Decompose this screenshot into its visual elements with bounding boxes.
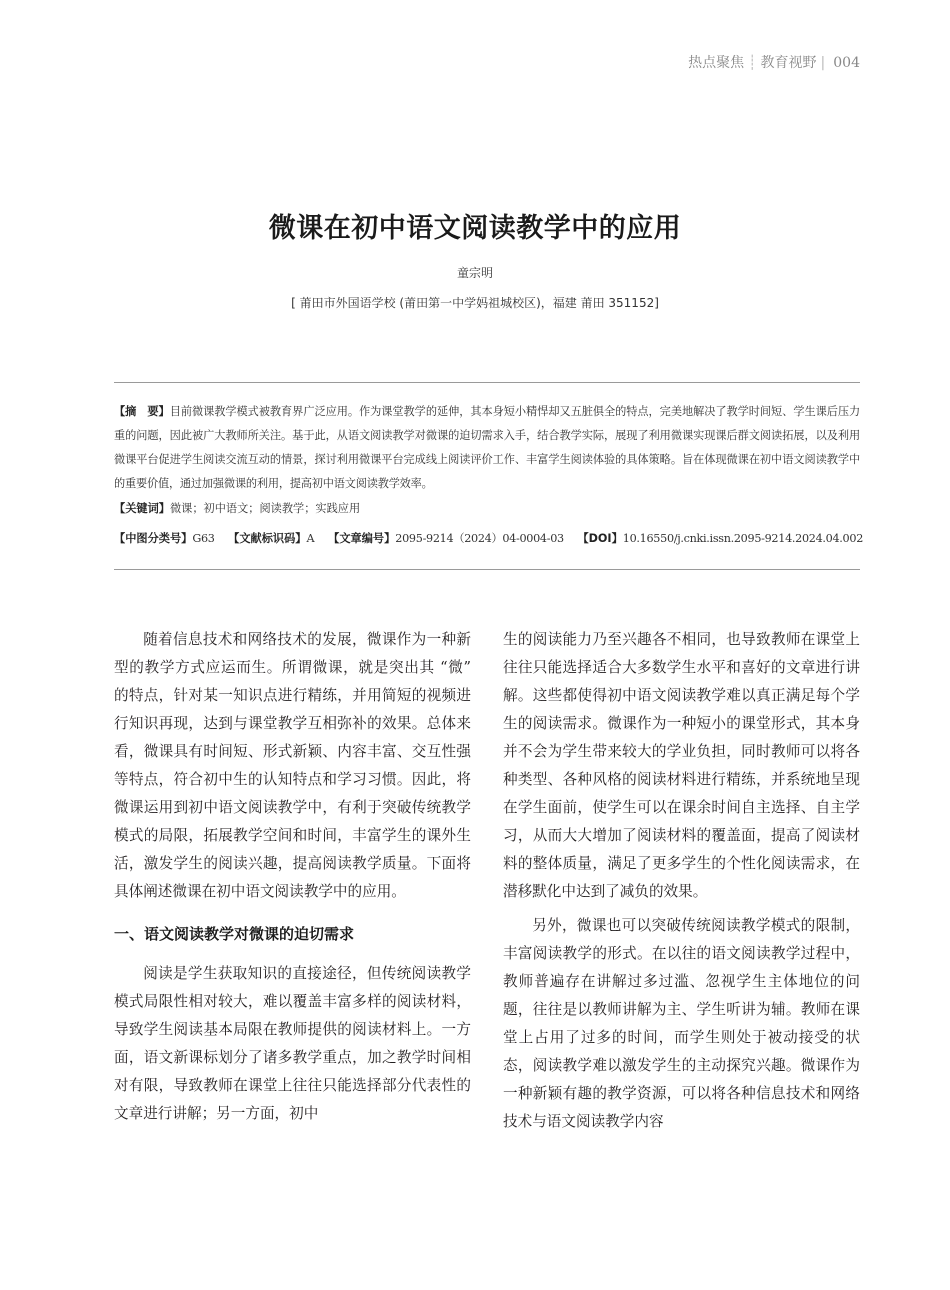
section-heading: 一、语文阅读教学对微课的迫切需求 — [114, 925, 355, 943]
paragraph: 生的阅读能力乃至兴趣各不相同，也导致教师在课堂上往往只能选择适合大多数学生水平和喜好的文章进行讲解。这些都使得初中语文阅读教学难以真正满足每个学生的阅读需求。微课作为一种短小的课堂形式，其本身并不会为学生带来较大的学业负担，同时教师可以将各种类型、各种风格的阅读材料进行精练，并系统地呈现在学生面前，使学生可以在课余时间自主选择、自主学习，从而大大增加了阅读材料的覆盖面，提高了阅读材料的整体质量，满足了更多学生的个性化阅读需求，在潜移默化中达到了减负的效果。 — [503, 631, 860, 900]
bar: | — [820, 55, 826, 71]
running-head — [688, 52, 860, 72]
keywords — [114, 500, 874, 516]
affiliation: [ 莆田市外国语学校 (莆田第一中学妈祖城校区)，福建 莆田 351152] — [291, 296, 659, 310]
abstract-label: 【摘 要】 — [114, 405, 170, 418]
body-column-left — [114, 626, 471, 1128]
keywords-text: 微课；初中语文；阅读教学；实践应用 — [169, 502, 361, 515]
abstract-text: 目前微课教学模式被教育界广泛应用。作为课堂教学的延伸，其本身短小精悍却又五脏俱全的特点，完美地解决了教学时间短、学生课后压力重的问题，因此被广大教师所关注。基于此，从语文阅读教学对微课的迫切需求入手，结合教学实际，展现了利用微课实现课后群文阅读拓展，以及利用微课平台促进学生阅读交流互动的情景，探讨利用微课平台完成线上阅读评价工作、丰富学生阅读体验的具体策略。旨在体现微课在初中语文阅读教学中的重要价值，通过加强微课的利用，提高初中语文阅读教学效率。 — [114, 405, 860, 490]
doc-code-value: A — [306, 532, 315, 545]
keywords-label: 【关键词】 — [114, 502, 170, 515]
body-column-right — [503, 626, 860, 1136]
abstract — [114, 400, 860, 496]
doi-label: 【DOI】 — [577, 532, 623, 545]
section-label: 热点聚焦 — [688, 55, 745, 71]
article-title: 微课在初中语文阅读教学中的应用 — [268, 213, 682, 244]
bottom-rule — [114, 569, 860, 570]
column-label: 教育视野 — [760, 55, 817, 71]
clc-label: 【中图分类号】 — [114, 532, 193, 545]
paragraph: 随着信息技术和网络技术的发展，微课作为一种新型的教学方式应运而生。所谓微课，就是突出其 “微” 的特点，针对某一知识点进行精练，并用简短的视频进行知识再现，达到与课堂教学互相弥补的效果。总体来看，微课具有时间短、形式新颖、内容丰富、交互性强等特点，符合初中生的认知特点和学习习惯。因此，将微课运用到初中语文阅读教学中，有利于突破传统教学模式的局限，拓展教学空间和时间，丰富学生的课外生活，激发学生的阅读兴趣，提高阅读教学质量。下面将具体阐述微课在初中语文阅读教学中的应用。 — [114, 631, 471, 900]
separator: ┊ — [748, 55, 757, 71]
author: 童宗明 — [456, 266, 493, 280]
page-number: 004 — [833, 55, 860, 71]
paragraph: 另外，微课也可以突破传统阅读教学模式的限制，丰富阅读教学的形式。在以往的语文阅读教学过程中，教师普遍存在讲解过多过滥、忽视学生主体地位的问题，往往是以教师讲解为主、学生听讲为辅。教师在课堂上占用了过多的时间，而学生则处于被动接受的状态，阅读教学难以激发学生的主动探究兴趣。微课作为一种新颖有趣的教学资源，可以将各种信息技术和网络技术与语文阅读教学内容 — [503, 917, 860, 1130]
paragraph: 阅读是学生获取知识的直接途径，但传统阅读教学模式局限性相对较大，难以覆盖丰富多样的阅读材料，导致学生阅读基本局限在教师提供的阅读材料上。一方面，语文新课标划分了诸多教学重点，加之教学时间相对有限，导致教师在课堂上往往只能选择部分代表性的文章进行讲解；另一方面，初中 — [114, 965, 471, 1122]
article-no-label: 【文章编号】 — [328, 532, 396, 545]
top-rule — [114, 382, 860, 383]
article-no-value: 2095-9214（2024）04-0004-03 — [395, 532, 564, 545]
clc-value: G63 — [192, 532, 215, 545]
doc-code-label: 【文献标识码】 — [228, 532, 307, 545]
doi-value: 10.16550/j.cnki.issn.2095-9214.2024.04.002 — [622, 532, 864, 545]
classification-line — [114, 530, 874, 546]
